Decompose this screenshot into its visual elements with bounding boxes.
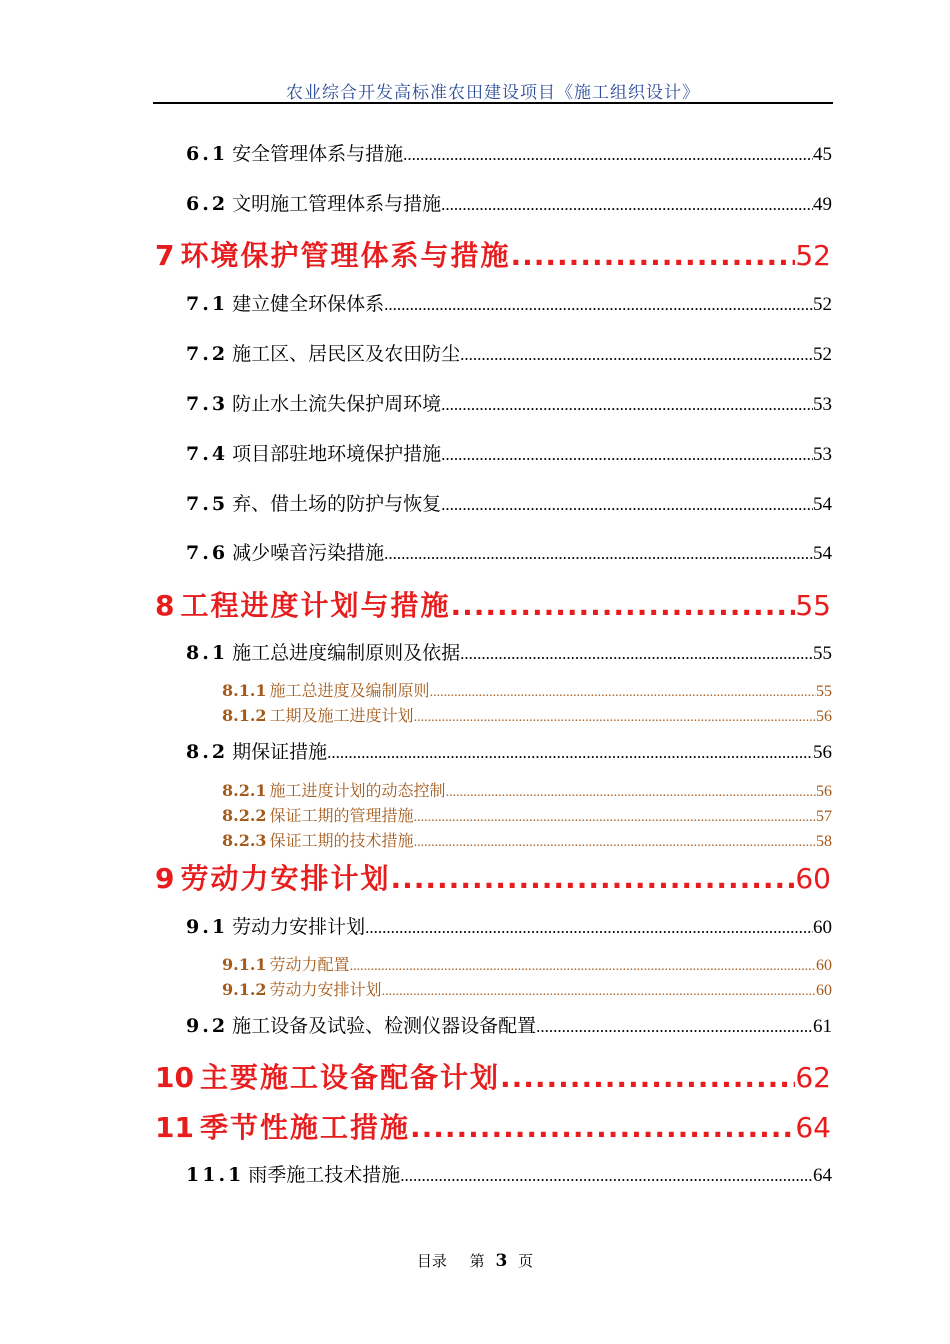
toc-entry-page: 53 (813, 444, 832, 465)
toc-entry-title: 弃、借土场的防护与恢复 (232, 493, 442, 515)
toc-entry-number: 7.6 (186, 542, 229, 564)
toc-entry-title: 保证工期的管理措施 (269, 806, 414, 825)
toc-entry-7-1[interactable] (186, 289, 832, 316)
toc-dot-leader (414, 710, 816, 726)
toc-entry-number: 8.1 (186, 642, 229, 664)
toc-entry-number: 9 (155, 862, 175, 895)
toc-entry-number: 11.1 (186, 1164, 245, 1186)
toc-entry-page: 57 (816, 808, 832, 825)
toc-entry-title: 雨季施工技术措施 (248, 1164, 401, 1186)
toc-entry-title: 工期及施工进度计划 (269, 706, 414, 725)
toc-entry-number: 8.1.2 (222, 706, 267, 725)
toc-entry-title: 施工进度计划的动态控制 (269, 781, 446, 800)
toc-entry-number: 9.1 (186, 916, 229, 938)
toc-entry-page: 55 (813, 643, 832, 664)
toc-entry-page: 60 (813, 917, 832, 938)
toc-entry-9-1-2[interactable] (222, 977, 832, 1000)
toc-entry-8-1-1[interactable] (222, 678, 832, 701)
toc-dot-leader (382, 984, 816, 1000)
toc-entry-8-1[interactable] (186, 638, 832, 665)
toc-entry-page: 52 (813, 294, 832, 315)
toc-entry-6-2[interactable] (186, 189, 832, 216)
footer-page-prefix: 第 (469, 1252, 485, 1270)
toc-dot-leader (414, 835, 816, 851)
toc-entry-title: 期保证措施 (232, 741, 328, 763)
footer-page-suffix: 页 (518, 1252, 534, 1270)
toc-entry-title: 主要施工设备配备计划 (199, 1061, 500, 1094)
toc-entry-7-2[interactable] (186, 339, 832, 366)
toc-dot-leader (430, 685, 816, 701)
toc-entry-page: 62 (795, 1061, 831, 1094)
toc-entry-number: 6.2 (186, 193, 229, 215)
toc-entry-9-1[interactable] (186, 912, 832, 939)
toc-entry-7-6[interactable] (186, 538, 832, 565)
toc-entry-title: 安全管理体系与措施 (232, 143, 404, 165)
toc-entry-number: 8.2.3 (222, 831, 267, 850)
toc-dot-leader (441, 395, 813, 415)
toc-dot-leader (460, 644, 813, 664)
toc-entry-page: 55 (816, 683, 832, 700)
toc-entry-number: 11 (155, 1111, 194, 1144)
toc-entry-page: 54 (813, 494, 832, 515)
toc-entry-title: 施工区、居民区及农田防尘 (232, 343, 461, 365)
toc-entry-title: 工程进度计划与措施 (180, 589, 451, 622)
footer-page-number: 3 (495, 1251, 508, 1271)
toc-entry-page: 52 (813, 344, 832, 365)
toc-entry-8-2[interactable] (186, 737, 832, 764)
footer-label: 目录 (416, 1252, 447, 1270)
toc-entry-number: 9.2 (186, 1015, 229, 1037)
toc-entry-11[interactable] (155, 1106, 831, 1146)
toc-entry-number: 8 (155, 589, 175, 622)
toc-entry-9-2[interactable] (186, 1011, 832, 1038)
toc-entry-7[interactable] (155, 234, 831, 274)
toc-entry-title: 劳动力安排计划 (180, 862, 391, 895)
toc-entry-8-1-2[interactable] (222, 703, 832, 726)
toc-dot-leader (446, 785, 816, 801)
toc-entry-page: 60 (816, 957, 832, 974)
toc-entry-page: 60 (795, 862, 831, 895)
toc-entry-title: 施工设备及试验、检测仪器设备配置 (232, 1015, 537, 1037)
toc-entry-number: 7.2 (186, 343, 229, 365)
toc-entry-title: 环境保护管理体系与措施 (180, 239, 511, 272)
toc-entry-page: 64 (795, 1111, 831, 1144)
toc-dot-leader (391, 862, 796, 895)
toc-entry-8-2-1[interactable] (222, 778, 832, 801)
toc-dot-leader (441, 495, 813, 515)
toc-entry-page: 61 (813, 1016, 832, 1037)
toc-entry-page: 58 (816, 833, 832, 850)
toc-entry-title: 劳动力安排计划 (232, 916, 366, 938)
toc-dot-leader (451, 589, 796, 622)
toc-entry-page: 45 (813, 144, 832, 165)
toc-entry-11-1[interactable] (186, 1160, 832, 1187)
toc-entry-title: 施工总进度及编制原则 (269, 681, 430, 700)
toc-dot-leader (410, 1111, 795, 1144)
toc-entry-title: 季节性施工措施 (199, 1111, 410, 1144)
toc-entry-8[interactable] (155, 584, 831, 624)
toc-entry-title: 文明施工管理体系与措施 (232, 193, 442, 215)
toc-entry-title: 防止水土流失保护周环境 (232, 393, 442, 415)
toc-entry-title: 劳动力安排计划 (269, 980, 382, 999)
toc-entry-page: 56 (816, 783, 832, 800)
toc-dot-leader (384, 295, 813, 315)
toc-entry-number: 6.1 (186, 143, 229, 165)
toc-entry-page: 56 (813, 742, 832, 763)
toc-dot-leader (460, 345, 813, 365)
toc-entry-9-1-1[interactable] (222, 952, 832, 975)
toc-entry-number: 10 (155, 1061, 194, 1094)
toc-entry-7-4[interactable] (186, 439, 832, 466)
toc-entry-page: 56 (816, 708, 832, 725)
toc-entry-title: 项目部驻地环境保护措施 (232, 443, 442, 465)
toc-entry-page: 52 (795, 239, 831, 272)
toc-entry-7-3[interactable] (186, 389, 832, 416)
toc-entry-number: 9.1.2 (222, 980, 267, 999)
toc-entry-6-1[interactable] (186, 139, 832, 166)
page-footer (0, 1250, 950, 1271)
toc-entry-number: 8.1.1 (222, 681, 267, 700)
toc-entry-page: 53 (813, 394, 832, 415)
toc-entry-7-5[interactable] (186, 489, 832, 516)
toc-dot-leader (365, 918, 813, 938)
toc-entry-page: 49 (813, 194, 832, 215)
toc-entry-number: 8.2 (186, 741, 229, 763)
toc-dot-leader (414, 810, 816, 826)
toc-entry-page: 54 (813, 543, 832, 564)
toc-dot-leader (327, 743, 813, 763)
toc-dot-leader (511, 239, 796, 272)
toc-entry-number: 8.2.1 (222, 781, 267, 800)
toc-entry-page: 55 (795, 589, 831, 622)
toc-entry-number: 7.3 (186, 393, 229, 415)
toc-entry-number: 7 (155, 239, 175, 272)
toc-entry-number: 7.5 (186, 493, 229, 515)
toc-entry-title: 建立健全环保体系 (232, 293, 385, 315)
toc-dot-leader (441, 195, 813, 215)
toc-entry-number: 9.1.1 (222, 955, 267, 974)
toc-entry-page: 60 (816, 982, 832, 999)
toc-entry-title: 施工总进度编制原则及依据 (232, 642, 461, 664)
toc-entry-9[interactable] (155, 857, 831, 897)
toc-dot-leader (403, 145, 813, 165)
toc-dot-leader (384, 544, 813, 564)
toc-entry-title: 保证工期的技术措施 (269, 831, 414, 850)
toc-entry-number: 7.1 (186, 293, 229, 315)
toc-dot-leader (350, 959, 816, 975)
toc-entry-8-2-3[interactable] (222, 828, 832, 851)
toc-entry-10[interactable] (155, 1056, 831, 1096)
toc-entry-8-2-2[interactable] (222, 803, 832, 826)
toc-dot-leader (500, 1061, 795, 1094)
toc-dot-leader (441, 445, 813, 465)
toc-dot-leader (400, 1166, 813, 1186)
toc-entry-number: 7.4 (186, 443, 229, 465)
toc-dot-leader (536, 1017, 813, 1037)
toc-entry-number: 8.2.2 (222, 806, 267, 825)
running-header: 农业综合开发高标准农田建设项目《施工组织设计》 (286, 83, 700, 103)
toc-entry-title: 减少噪音污染措施 (232, 542, 385, 564)
toc-entry-title: 劳动力配置 (269, 955, 350, 974)
toc-entry-page: 64 (813, 1165, 832, 1186)
